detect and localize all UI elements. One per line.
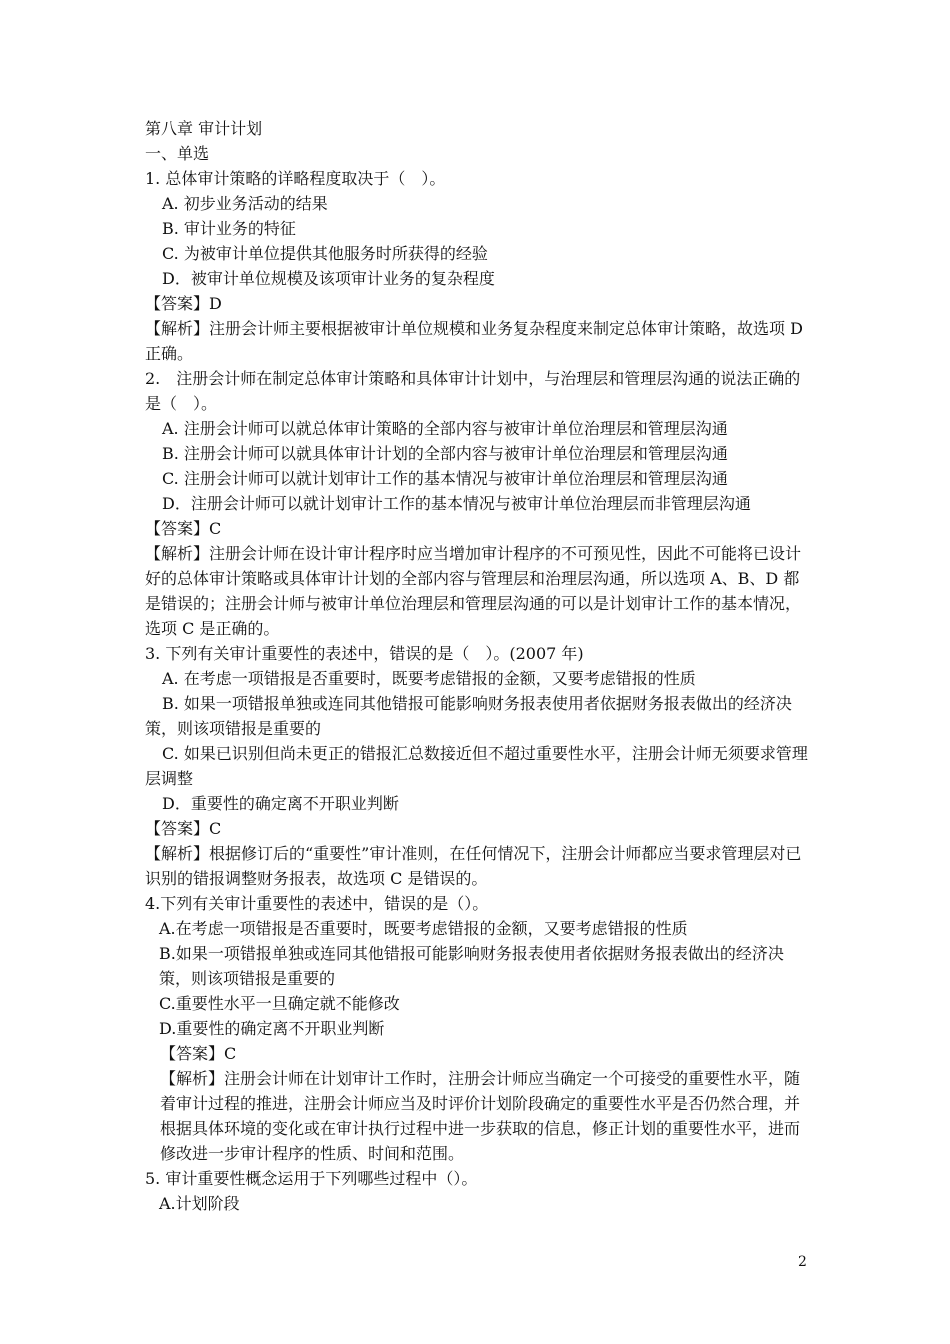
question-2-option-d: D．注册会计师可以就计划审计工作的基本情况与被审计单位治理层而非管理层沟通 bbox=[162, 494, 751, 513]
question-1-option-c: C. 为被审计单位提供其他服务时所获得的经验 bbox=[162, 244, 488, 263]
question-5-stem: 5. 审计重要性概念运用于下列哪些过程中（）。 bbox=[145, 1169, 478, 1188]
question-4-option-a: A.在考虑一项错报是否重要时，既要考虑错报的金额，又要考虑错报的性质 bbox=[159, 919, 688, 938]
question-3-analysis: 【解析】根据修订后的“重要性”审计准则，在任何情况下，注册会计师都应当要求管理层对已识别的错报调整财务报表，故选项 C 是错误的。 bbox=[145, 844, 802, 888]
question-1-option-d: D．被审计单位规模及该项审计业务的复杂程度 bbox=[162, 269, 495, 288]
question-1-analysis: 【解析】注册会计师主要根据被审计单位规模和业务复杂程度来制定总体审计策略，故选项 D 正确。 bbox=[145, 319, 803, 363]
question-4-answer: 【答案】C bbox=[160, 1044, 237, 1063]
question-5-option-a: A.计划阶段 bbox=[159, 1194, 240, 1213]
question-1-answer: 【答案】D bbox=[145, 294, 222, 313]
question-1-option-b: B. 审计业务的特征 bbox=[162, 219, 296, 238]
page-number: 2 bbox=[798, 1254, 807, 1270]
question-2-option-b: B. 注册会计师可以就具体审计计划的全部内容与被审计单位治理层和管理层沟通 bbox=[162, 444, 728, 463]
section-title: 一、单选 bbox=[145, 144, 210, 163]
question-3-option-a: A. 在考虑一项错报是否重要时，既要考虑错报的金额，又要考虑错报的性质 bbox=[162, 669, 696, 688]
question-2-option-a: A. 注册会计师可以就总体审计策略的全部内容与被审计单位治理层和管理层沟通 bbox=[162, 419, 728, 438]
question-2-analysis: 【解析】注册会计师在设计审计程序时应当增加审计程序的不可预见性，因此不可能将已设计好的总体审计策略或具体审计计划的全部内容与管理层和治理层沟通，所以选项 A、B、D 都是错误的；注册会计师与被审计单位治理层和管理层沟通的可以是计划审计工作的基本情况，选项 C 是正确的。 bbox=[145, 544, 802, 638]
chapter-title: 第八章 审计计划 bbox=[145, 119, 263, 138]
question-2-option-c: C. 注册会计师可以就计划审计工作的基本情况与被审计单位治理层和管理层沟通 bbox=[162, 469, 728, 488]
question-2-answer: 【答案】C bbox=[145, 519, 222, 538]
question-4-option-b: B.如果一项错报单独或连同其他错报可能影响财务报表使用者依据财务报表做出的经济决策，则该项错报是重要的 bbox=[159, 944, 784, 988]
question-2-stem: 2. 注册会计师在制定总体审计策略和具体审计计划中，与治理层和管理层沟通的说法正确的是（ ）。 bbox=[145, 369, 801, 413]
question-3-answer: 【答案】C bbox=[145, 819, 222, 838]
question-3-option-b: B. 如果一项错报单独或连同其他错报可能影响财务报表使用者依据财务报表做出的经济决策，则该项错报是重要的 bbox=[145, 694, 792, 738]
question-4-stem: 4.下列有关审计重要性的表述中，错误的是（）。 bbox=[145, 894, 489, 913]
question-1-stem: 1. 总体审计策略的详略程度取决于（ ）。 bbox=[145, 169, 446, 188]
question-3-stem: 3. 下列有关审计重要性的表述中，错误的是（ ）。(2007 年) bbox=[145, 644, 584, 663]
question-3-option-c: C. 如果已识别但尚未更正的错报汇总数接近但不超过重要性水平，注册会计师无须要求管理层调整 bbox=[145, 744, 808, 788]
question-4-analysis: 【解析】注册会计师在计划审计工作时，注册会计师应当确定一个可接受的重要性水平，随着审计过程的推进，注册会计师应当及时评价计划阶段确定的重要性水平是否仍然合理，并根据具体环境的变化或在审计执行过程中进一步获取的信息，修正计划的重要性水平，进而修改进一步审计程序的性质、时间和范围。 bbox=[160, 1069, 801, 1163]
question-1-option-a: A. 初步业务活动的结果 bbox=[162, 194, 328, 213]
question-4-option-c: C.重要性水平一旦确定就不能修改 bbox=[159, 994, 400, 1013]
question-4-option-d: D.重要性的确定离不开职业判断 bbox=[159, 1019, 385, 1038]
question-3-option-d: D．重要性的确定离不开职业判断 bbox=[162, 794, 399, 813]
page-content bbox=[145, 116, 810, 1216]
